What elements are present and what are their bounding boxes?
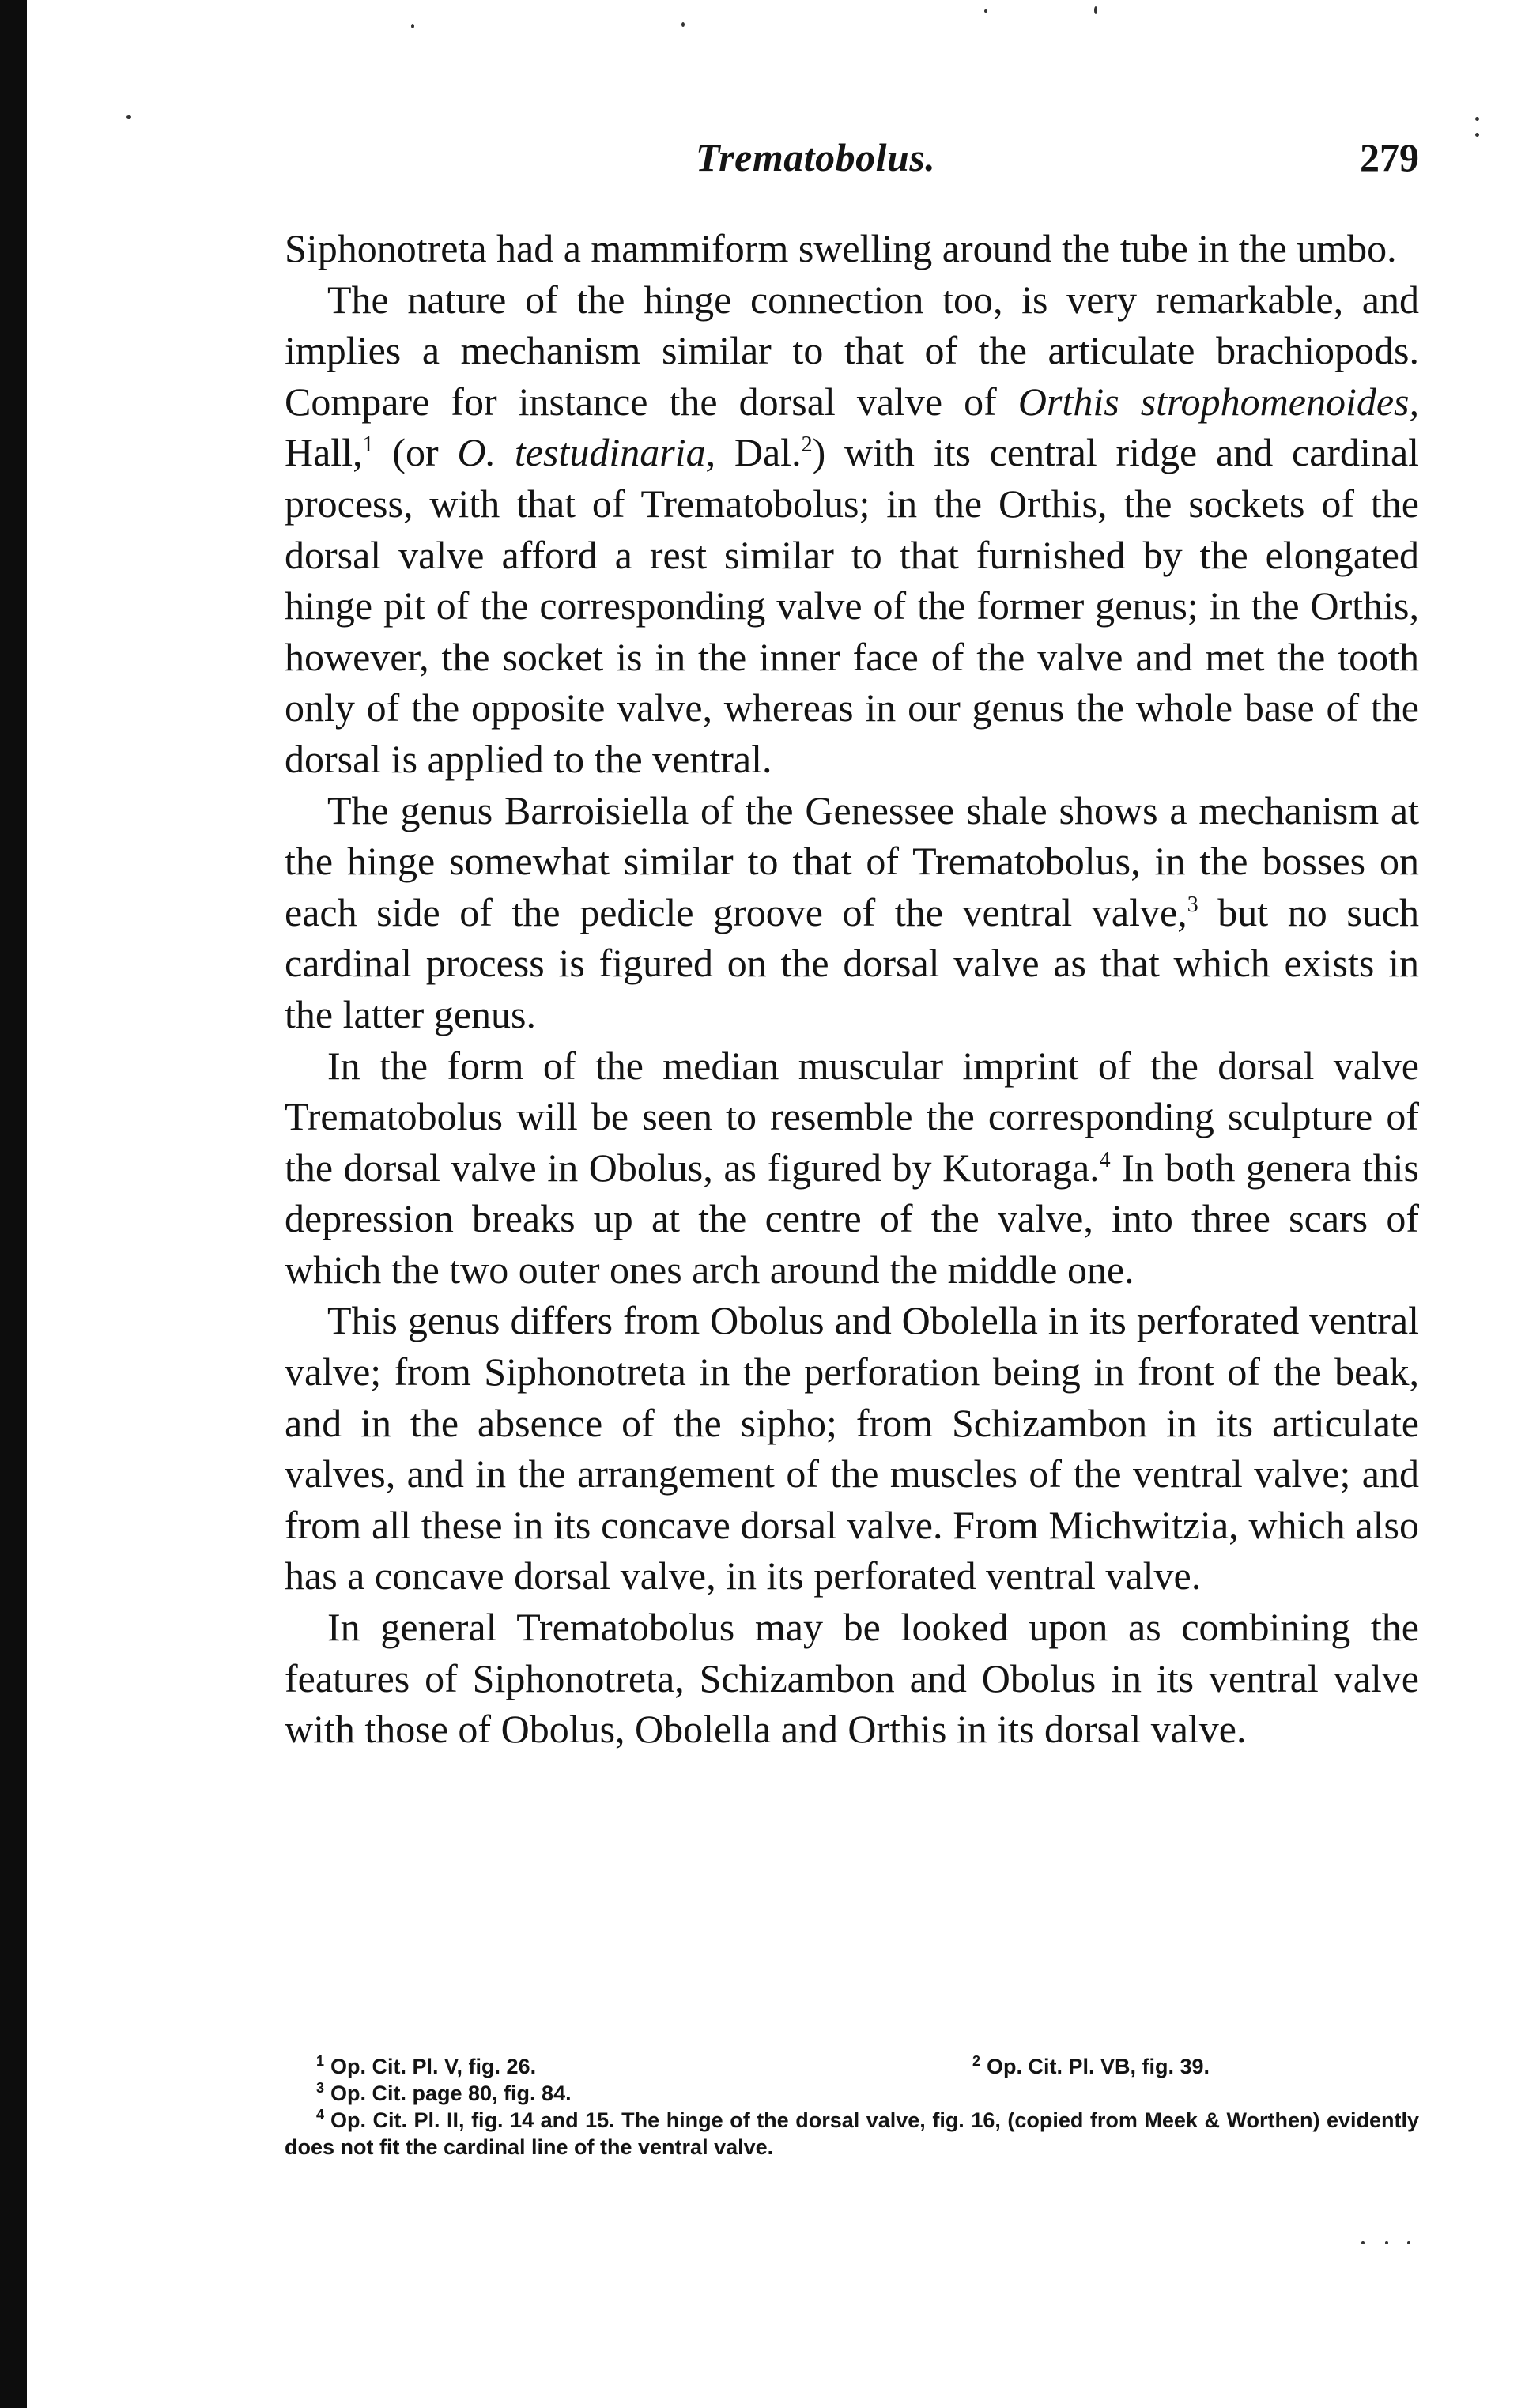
- running-head: [285, 134, 1419, 198]
- footnote-text: Op. Cit. Pl. II, fig. 14 and 15. The hinge of the dorsal valve, fig. 16, (copied from Meek & Worthen) evidently does not fit the cardinal line of the ventral valve.: [285, 2108, 1419, 2159]
- author-name: Hall,: [285, 430, 363, 475]
- author-name: Dal.: [734, 430, 802, 475]
- paragraph-text: but no such cardinal process is figured on the dorsal valve as that which exists in the latter genus.: [285, 889, 1420, 1036]
- scan-speck: [984, 9, 987, 13]
- footnote-mark: 1: [316, 2053, 325, 2069]
- footnote-ref: 2: [801, 432, 813, 458]
- page-number: 279: [1360, 135, 1419, 179]
- body-text: [285, 223, 1419, 1755]
- footnote-2: [972, 2053, 1210, 2080]
- scan-speck: [1361, 2241, 1365, 2244]
- species-name: O. testudinaria,: [457, 430, 716, 475]
- scan-speck: [1475, 117, 1479, 121]
- paragraph-text: Siphonotreta had a mammiform swelling around the tube in the umbo.: [285, 226, 1397, 270]
- scan-speck: [1385, 2241, 1388, 2244]
- page-spine-shadow: [0, 0, 27, 2408]
- footnote-ref: 3: [1187, 892, 1198, 917]
- paragraph-4: [285, 1040, 1419, 1296]
- scan-speck: [1094, 6, 1097, 14]
- footnote-ref: 1: [362, 432, 374, 458]
- paragraph-text: This genus differs from Obolus and Obolella in its perforated ventral valve; from Siphonotreta in the perforation being in front of the beak, and in the absence of the sipho; from Schizambon in its articulate valves, and in the arrangement of the muscles of the ventral valve; and from all these in its concave dorsal valve. From Michwitzia, which also has a concave dorsal valve, in its perforated ventral valve.: [285, 1298, 1419, 1598]
- footnote-text: Op. Cit. Pl. VB, fig. 39.: [987, 2055, 1210, 2078]
- scan-speck: [1475, 133, 1479, 137]
- footnote-row: [285, 2080, 1419, 2107]
- footnote-mark: 2: [972, 2053, 981, 2069]
- paragraph-text: In general Trematobolus may be looked upon as combining the features of Siphonotreta, Schizambon and Obolus in its ventral valve with those of Obolus, Obolella and Orthis in its dorsal valve.: [285, 1605, 1419, 1752]
- scan-speck: [1407, 2241, 1410, 2244]
- paragraph-text: The genus Barroisiella of the Genessee shale shows a mechanism at the hinge somewhat similar to that of Trematobolus, in the bosses on each side of the pedicle groove of the ventral valve,: [285, 787, 1419, 934]
- footnote-ref: 4: [1099, 1147, 1111, 1172]
- footnote-4: [285, 2107, 1419, 2161]
- paragraph-text: (or: [392, 430, 439, 475]
- footnote-text: Op. Cit. Pl. V, fig. 26.: [330, 2055, 537, 2078]
- paragraph-text: The nature of the hinge connection too, is very remarkable, and implies a mechanism similar to that of the articulate brachiopods. Compare for instance the dorsal valve of: [285, 277, 1419, 424]
- paragraph-text: ) with its central ridge and cardinal process, with that of Trematobolus; in the Orthis, the sockets of the dorsal valve afford a rest similar to that furnished by the elongated hinge pit of the corresponding valve of the former genus; in the Orthis, however, the socket is in the inner face of the valve and met the tooth only of the opposite valve, whereas in our genus the whole base of the dorsal is applied to the ventral.: [285, 430, 1420, 781]
- footnote-mark: 4: [316, 2107, 325, 2123]
- scan-speck: [411, 24, 414, 28]
- scan-speck: [126, 115, 131, 119]
- paragraph-text: In the form of the median muscular imprint of the dorsal valve Trematobolus will be seen to resemble the corresponding sculpture of the dorsal valve in Obolus, as figured by Kutoraga.: [285, 1043, 1419, 1190]
- species-name: Orthis strophomenoides,: [1017, 379, 1419, 424]
- footnote-3: [316, 2080, 572, 2107]
- paragraph-5: [285, 1295, 1419, 1602]
- paragraph-6: [285, 1602, 1419, 1755]
- page-title: Trematobolus.: [696, 135, 936, 179]
- footnotes: [285, 2053, 1419, 2161]
- paragraph-2: [285, 274, 1419, 785]
- footnote-1: [316, 2053, 536, 2080]
- scan-speck: [681, 22, 685, 27]
- paragraph-1: [285, 223, 1419, 274]
- paragraph-text: In both genera this depression breaks up at the centre of the valve, into three scars of which the two outer ones arch around the middle one.: [285, 1145, 1419, 1292]
- footnote-text: Op. Cit. page 80, fig. 84.: [330, 2082, 572, 2105]
- footnote-row: [285, 2053, 1419, 2080]
- paragraph-3: [285, 785, 1419, 1040]
- footnote-mark: 3: [316, 2080, 325, 2096]
